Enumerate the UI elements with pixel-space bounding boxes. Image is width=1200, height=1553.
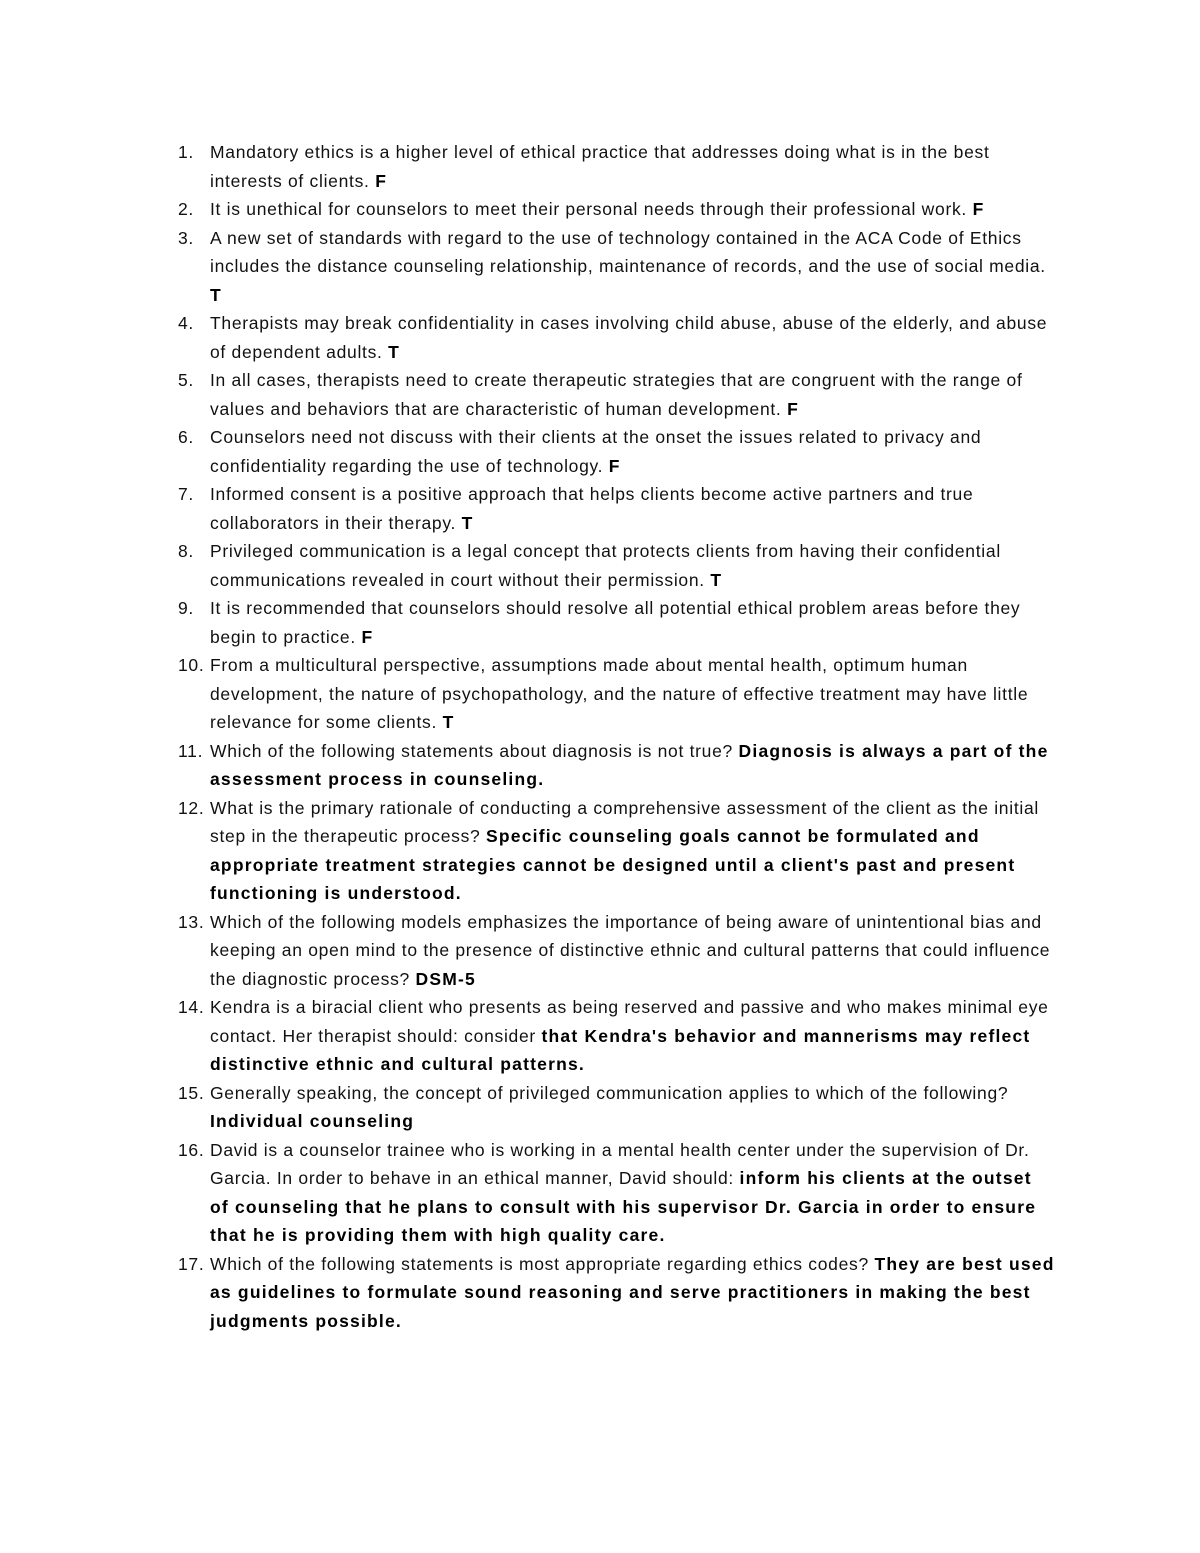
question-text: Generally speaking, the concept of privileged communication applies to which of the following? bbox=[210, 1082, 1009, 1103]
item-text bbox=[210, 1250, 1056, 1336]
answer-text: T bbox=[388, 341, 401, 362]
item-number: 10. bbox=[178, 655, 205, 675]
answer-text: Specific counseling goals cannot be formulated and appropriate treatment strategies cannot be designed until a client's past and present functioning is understood. bbox=[210, 826, 1016, 903]
question-text: Which of the following models emphasizes the importance of being aware of unintentional bias and keeping an open mind to the presence of distinctive ethnic and cultural patterns that could influence the diagnostic process? bbox=[210, 911, 1051, 989]
item-number: 8. bbox=[178, 541, 194, 561]
answer-text: DSM-5 bbox=[415, 968, 476, 989]
quiz-item bbox=[178, 423, 1056, 480]
item-text bbox=[210, 195, 1056, 224]
question-text: Informed consent is a positive approach that helps clients become active partners and true collaborators in their therapy. bbox=[210, 484, 974, 533]
item-number: 5. bbox=[178, 370, 194, 390]
item-text bbox=[210, 908, 1056, 994]
item-text bbox=[210, 1079, 1056, 1136]
item-number: 17. bbox=[178, 1253, 205, 1274]
quiz-item bbox=[178, 794, 1056, 908]
quiz-item bbox=[178, 737, 1056, 794]
answer-text: F bbox=[787, 398, 799, 419]
quiz-item bbox=[178, 537, 1056, 594]
item-text bbox=[210, 480, 1056, 537]
answer-text: T bbox=[210, 284, 222, 305]
item-number: 15. bbox=[178, 1082, 205, 1103]
item-text bbox=[210, 224, 1056, 310]
answer-text: F bbox=[361, 626, 374, 647]
item-text bbox=[210, 737, 1056, 794]
answer-text: Diagnosis is always a part of the assessment process in counseling. bbox=[210, 740, 1049, 789]
question-text: A new set of standards with regard to the use of technology contained in the ACA Code of Ethics includes the distance counseling relationship, maintenance of records, and the use of social media. bbox=[210, 227, 1046, 276]
item-number: 12. bbox=[178, 797, 205, 818]
quiz-item bbox=[178, 224, 1056, 310]
quiz-item bbox=[178, 993, 1056, 1079]
answer-text: T bbox=[710, 569, 723, 590]
question-text: Which of the following statements is most appropriate regarding ethics codes? bbox=[210, 1253, 875, 1274]
answer-text: T bbox=[461, 512, 474, 533]
item-number: 16. bbox=[178, 1139, 205, 1160]
item-number: 2. bbox=[178, 199, 194, 219]
item-text bbox=[210, 423, 1056, 480]
item-number: 7. bbox=[178, 484, 194, 504]
quiz-item bbox=[178, 651, 1056, 737]
item-number: 3. bbox=[178, 227, 194, 248]
question-text: What is the primary rationale of conducting a comprehensive assessment of the client as the initial step in the therapeutic process? bbox=[210, 797, 1039, 846]
item-text bbox=[210, 309, 1056, 366]
quiz-item bbox=[178, 309, 1056, 366]
item-text bbox=[210, 794, 1056, 908]
item-number: 1. bbox=[178, 142, 194, 162]
quiz-item bbox=[178, 594, 1056, 651]
question-text: From a multicultural perspective, assumptions made about mental health, optimum human development, the nature of psychopathology, and the nature of effective treatment may have little relevance for some clients. bbox=[210, 655, 1029, 732]
answer-text: T bbox=[442, 712, 455, 732]
question-text: Which of the following statements about diagnosis is not true? bbox=[210, 740, 739, 761]
item-number: 9. bbox=[178, 598, 194, 618]
quiz-item bbox=[178, 1079, 1056, 1136]
item-number: 11. bbox=[178, 740, 204, 761]
item-text bbox=[210, 594, 1056, 651]
item-number: 13. bbox=[178, 911, 205, 932]
question-text: Kendra is a biracial client who presents as being reserved and passive and who makes minimal eye contact. Her therapist should: consider bbox=[210, 997, 1049, 1046]
item-text bbox=[210, 651, 1056, 737]
item-text bbox=[210, 993, 1056, 1079]
question-text: Counselors need not discuss with their clients at the onset the issues related to privacy and confidentiality regarding the use of technology. bbox=[210, 427, 982, 476]
answer-text: F bbox=[375, 170, 388, 191]
item-number: 14. bbox=[178, 997, 205, 1017]
quiz-item bbox=[178, 1250, 1056, 1336]
quiz-item bbox=[178, 195, 1056, 224]
question-text: It is unethical for counselors to meet their personal needs through their professional work. bbox=[210, 199, 973, 219]
answer-text: They are best used as guidelines to formulate sound reasoning and serve practitioners in making the best judgments possible. bbox=[210, 1253, 1055, 1331]
item-number: 6. bbox=[178, 427, 194, 447]
question-text: It is recommended that counselors should resolve all potential ethical problem areas before they begin to practice. bbox=[210, 598, 1021, 647]
question-text: Privileged communication is a legal concept that protects clients from having their confidential communications revealed in court without their permission. bbox=[210, 541, 1001, 590]
question-text: Mandatory ethics is a higher level of ethical practice that addresses doing what is in the best interests of clients. bbox=[210, 142, 990, 191]
item-text bbox=[210, 138, 1056, 195]
answer-text: inform his clients at the outset of counseling that he plans to consult with his supervisor Dr. Garcia in order to ensure that he is providing them with high quality care. bbox=[210, 1168, 1037, 1245]
answer-text: F bbox=[608, 455, 621, 476]
answer-text: that Kendra's behavior and mannerisms may reflect distinctive ethnic and cultural patterns. bbox=[210, 1025, 1031, 1074]
item-text bbox=[210, 537, 1056, 594]
question-text: In all cases, therapists need to create therapeutic strategies that are congruent with the range of values and behaviors that are characteristic of human development. bbox=[210, 370, 1023, 419]
item-text bbox=[210, 366, 1056, 423]
quiz-item bbox=[178, 1136, 1056, 1250]
question-text: Therapists may break confidentiality in cases involving child abuse, abuse of the elderly, and abuse of dependent adults. bbox=[210, 313, 1048, 362]
question-text: David is a counselor trainee who is working in a mental health center under the supervision of Dr. Garcia. In order to behave in an ethical manner, David should: bbox=[210, 1139, 1030, 1188]
quiz-list bbox=[178, 138, 1056, 1335]
answer-text: F bbox=[972, 199, 985, 219]
item-number: 4. bbox=[178, 313, 194, 333]
item-text bbox=[210, 1136, 1056, 1250]
answer-text: Individual counseling bbox=[210, 1111, 415, 1131]
quiz-item bbox=[178, 480, 1056, 537]
quiz-item bbox=[178, 908, 1056, 994]
quiz-item bbox=[178, 138, 1056, 195]
quiz-item bbox=[178, 366, 1056, 423]
